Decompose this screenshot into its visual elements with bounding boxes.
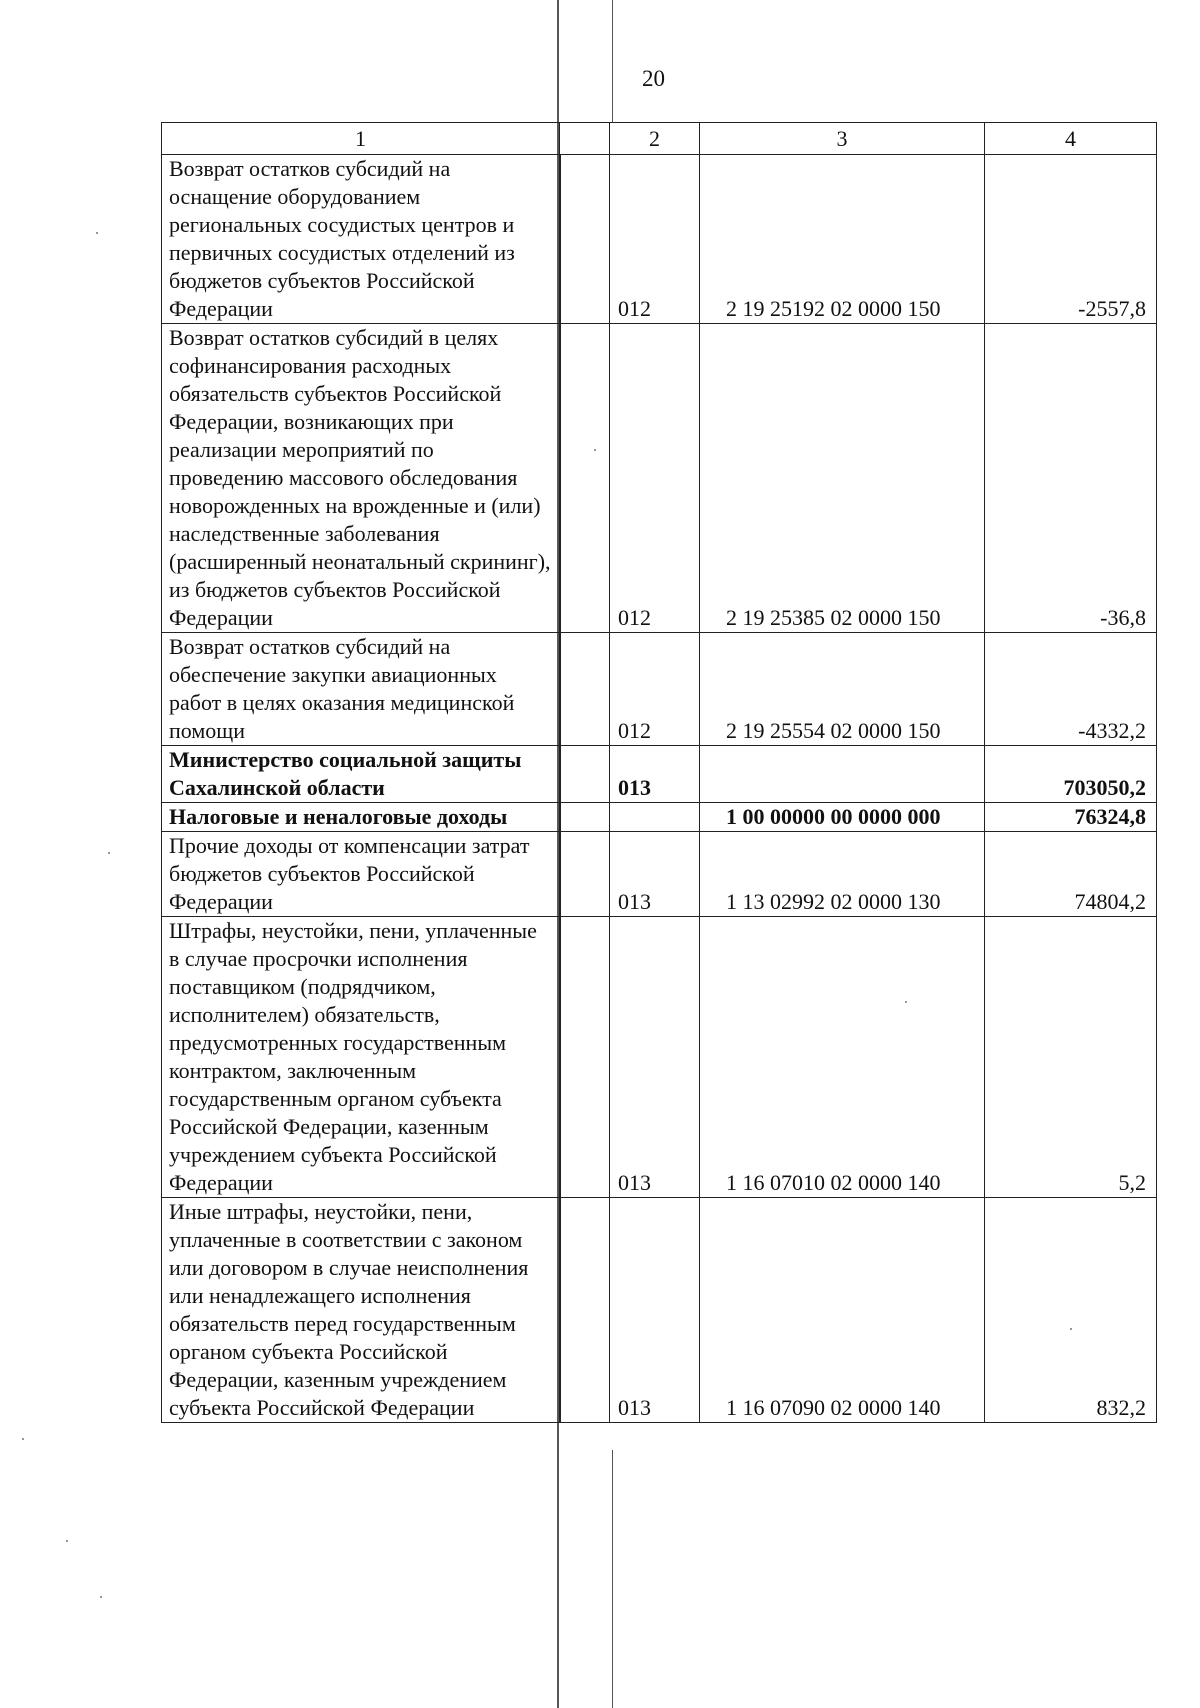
table-row [162,324,1157,633]
row-kbk: 1 13 02992 02 0000 130 [700,832,985,917]
row-gap [560,803,610,832]
row-code: 012 [610,155,700,324]
row-gap [560,746,610,803]
scan-speck [22,1438,24,1440]
header-col-4: 4 [985,123,1157,155]
row-sum: 74804,2 [985,832,1157,917]
row-name: Возврат остатков субсидий на оснащение оборудованием региональных сосудистых центров и первичных сосудистых отделений из бюджетов субъектов Российской Федерации [162,155,560,324]
table-row-section [162,746,1157,803]
row-code: 012 [610,324,700,633]
row-kbk: 2 19 25554 02 0000 150 [700,633,985,746]
row-gap [560,1198,610,1423]
row-code: 013 [610,1198,700,1423]
scan-speck [905,1001,907,1003]
row-name: Министерство социальной защиты Сахалинской области [162,746,560,803]
row-kbk [700,746,985,803]
row-sum: 703050,2 [985,746,1157,803]
row-code: 012 [610,633,700,746]
table-row [162,1198,1157,1423]
header-col-3: 3 [700,123,985,155]
row-gap [560,633,610,746]
row-gap [560,324,610,633]
row-name: Налоговые и неналоговые доходы [162,803,560,832]
row-kbk: 1 16 07090 02 0000 140 [700,1198,985,1423]
scan-fold-line [612,1450,613,1708]
row-sum: 832,2 [985,1198,1157,1423]
row-kbk: 1 00 00000 00 0000 000 [700,803,985,832]
row-code [610,803,700,832]
scan-speck [1070,1328,1072,1330]
row-gap [560,917,610,1198]
table-row [162,155,1157,324]
row-name: Иные штрафы, неустойки, пени, уплаченные в соответствии с законом или договором в случае неисполнения или ненадлежащего исполнения обязательств перед государственным органом субъекта Российской Федерации, казенным учреждением субъекта Российской Федерации [162,1198,560,1423]
budget-table [161,122,1157,1423]
scan-fold-line [612,0,613,122]
scan-speck [108,852,110,854]
scan-speck [96,232,98,234]
row-sum: -4332,2 [985,633,1157,746]
row-kbk: 2 19 25192 02 0000 150 [700,155,985,324]
header-row [162,123,1157,155]
table-row [162,633,1157,746]
row-kbk: 1 16 07010 02 0000 140 [700,917,985,1198]
row-name: Штрафы, неустойки, пени, уплаченные в случае просрочки исполнения поставщиком (подрядчиком, исполнителем) обязательств, предусмотренных государственным контрактом, заключенным государственным органом субъекта Российской Федерации, казенным учреждением субъекта Российской Федерации [162,917,560,1198]
header-gap [560,123,610,155]
scan-speck [594,449,596,451]
row-code: 013 [610,917,700,1198]
row-code: 013 [610,746,700,803]
scan-speck [100,1596,102,1598]
scan-speck [66,1540,68,1542]
header-col-1: 1 [162,123,560,155]
page-number: 20 [642,66,665,91]
row-gap [560,832,610,917]
table-row-section [162,803,1157,832]
row-name: Возврат остатков субсидий в целях софинансирования расходных обязательств субъектов Российской Федерации, возникающих при реализации мероприятий по проведению массового обследования новорожденных на врожденные и (или) наследственные заболевания (расширенный неонатальный скрининг), из бюджетов субъектов Российской Федерации [162,324,560,633]
row-sum: 76324,8 [985,803,1157,832]
row-sum: -2557,8 [985,155,1157,324]
row-kbk: 2 19 25385 02 0000 150 [700,324,985,633]
row-sum: 5,2 [985,917,1157,1198]
row-name: Возврат остатков субсидий на обеспечение закупки авиационных работ в целях оказания медицинской помощи [162,633,560,746]
row-gap [560,155,610,324]
table-row [162,917,1157,1198]
table-row [162,832,1157,917]
row-name: Прочие доходы от компенсации затрат бюджетов субъектов Российской Федерации [162,832,560,917]
row-code: 013 [610,832,700,917]
header-col-2: 2 [610,123,700,155]
row-sum: -36,8 [985,324,1157,633]
